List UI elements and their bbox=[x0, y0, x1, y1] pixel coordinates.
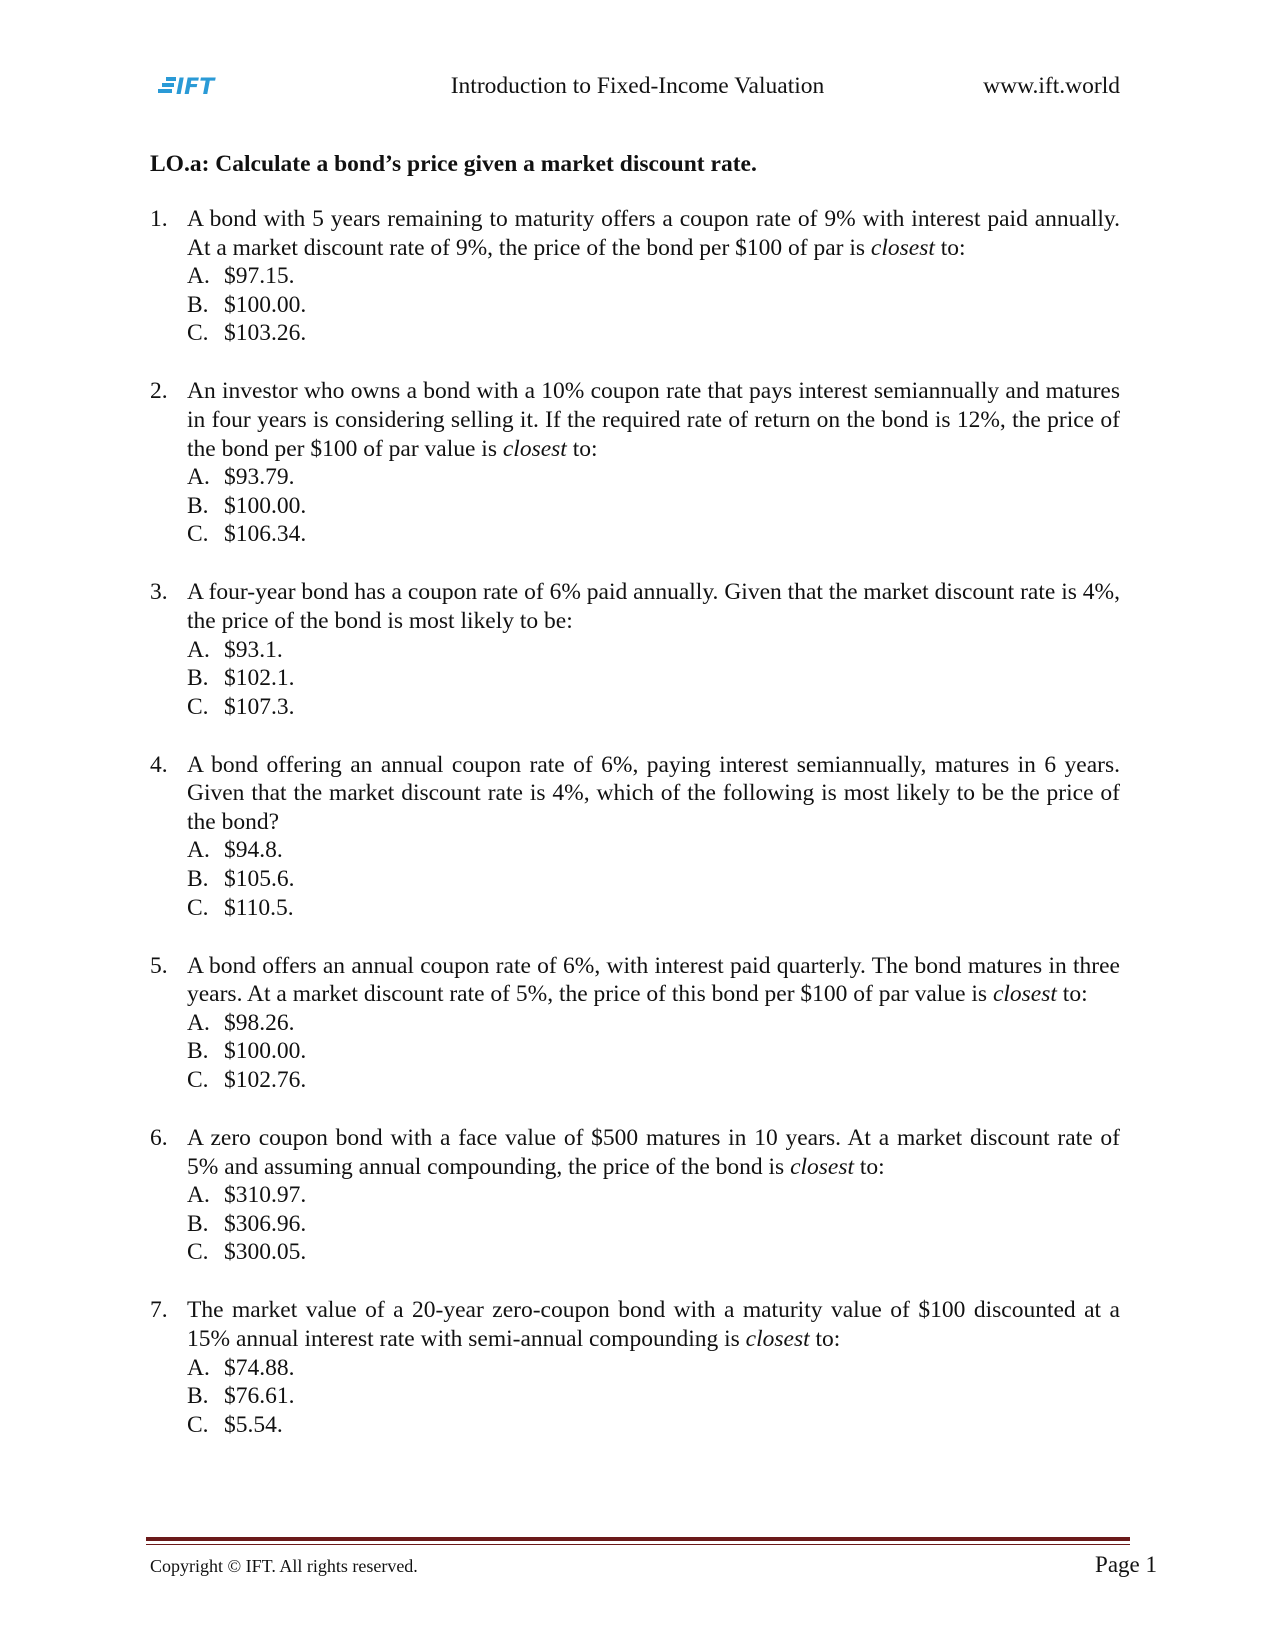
answer-option: B. $105.6. bbox=[187, 866, 295, 893]
question-number: 4. bbox=[150, 751, 168, 778]
answer-options bbox=[187, 262, 1120, 348]
svg-text:IFT: IFT bbox=[176, 75, 215, 98]
answer-option: B. $100.00. bbox=[187, 291, 307, 318]
question-6 bbox=[150, 1124, 1120, 1267]
question-1 bbox=[150, 205, 1120, 348]
answer-option: A. $93.79. bbox=[187, 464, 295, 491]
answer-options bbox=[187, 836, 1120, 922]
question-text: A four-year bond has a coupon rate of 6% paid annually. Given that the market discount rate is 4%, the price of the bond is most likely to be: bbox=[187, 579, 1120, 634]
copyright-notice: Copyright © IFT. All rights reserved. bbox=[150, 1556, 418, 1576]
answer-options bbox=[187, 1009, 1120, 1095]
question-text: A bond with 5 years remaining to maturity offers a coupon rate of 9% with interest paid annually. At a market discount rate of 9%, the price of the bond per $100 of par is closest to: bbox=[187, 206, 1120, 261]
answer-options bbox=[187, 1181, 1120, 1267]
question-number: 7. bbox=[150, 1297, 168, 1324]
answer-option: A. $97.15. bbox=[187, 263, 295, 290]
answer-option: A. $98.26. bbox=[187, 1009, 295, 1036]
question-2 bbox=[150, 377, 1120, 549]
emphasis-word: closest bbox=[502, 435, 567, 462]
question-7 bbox=[150, 1296, 1120, 1439]
answer-option: B. $100.00. bbox=[187, 492, 307, 519]
answer-option: B. $100.00. bbox=[187, 1038, 307, 1065]
emphasis-word: closest bbox=[790, 1153, 855, 1180]
answer-option: A. $74.88. bbox=[187, 1354, 295, 1381]
answer-option: A. $310.97. bbox=[187, 1182, 307, 1209]
question-text: A bond offering an annual coupon rate of 6%, paying interest semiannually, matures in 6 years. Given that the market discount rate is 4%, which of the following is most likely to be the price of the bond? bbox=[187, 751, 1120, 835]
emphasis-word: closest bbox=[992, 981, 1057, 1008]
website-label: www.ift.world bbox=[983, 73, 1120, 99]
emphasis-word: closest bbox=[870, 234, 935, 261]
learning-objective-heading: LO.a: Calculate a bond’s price given a market discount rate. bbox=[150, 151, 757, 177]
answer-option: C. $102.76. bbox=[187, 1067, 307, 1093]
question-number: 2. bbox=[150, 378, 168, 405]
footer-rule bbox=[146, 1537, 1130, 1541]
question-text: The market value of a 20-year zero-coupon bond with a maturity value of $100 discounted at a 15% annual interest rate with semi-annual compounding is closest to: bbox=[187, 1297, 1120, 1352]
question-number: 3. bbox=[150, 579, 168, 606]
question-number: 6. bbox=[150, 1124, 168, 1151]
answer-option: B. $102.1. bbox=[187, 665, 295, 692]
answer-option: C. $106.34. bbox=[187, 521, 307, 548]
answer-option: A. $93.1. bbox=[187, 636, 283, 663]
footer-rule-thin bbox=[146, 1544, 1130, 1545]
question-3 bbox=[150, 578, 1120, 721]
answer-options bbox=[187, 1354, 1120, 1440]
question-text: A zero coupon bond with a face value of $500 matures in 10 years. At a market discount rate of 5% and assuming annual compounding, the price of the bond is closest to: bbox=[187, 1124, 1120, 1180]
answer-options bbox=[187, 636, 1120, 722]
answer-option: C. $103.26. bbox=[187, 320, 307, 347]
question-4 bbox=[150, 751, 1120, 923]
page-number: Page 1 bbox=[1095, 1552, 1157, 1577]
answer-options bbox=[187, 463, 1120, 549]
answer-option: C. $110.5. bbox=[187, 894, 294, 921]
document-title: Introduction to Fixed-Income Valuation bbox=[450, 73, 825, 99]
question-number: 1. bbox=[150, 206, 168, 232]
answer-option: A. $94.8. bbox=[187, 837, 283, 864]
question-text: A bond offers an annual coupon rate of 6%, with interest paid quarterly. The bond matures in three years. At a market discount rate of 5%, the price of this bond per $100 of par value is closest to: bbox=[187, 952, 1120, 1008]
answer-option: B. $306.96. bbox=[187, 1210, 307, 1237]
answer-option: C. $300.05. bbox=[187, 1239, 307, 1266]
answer-option: B. $76.61. bbox=[187, 1383, 295, 1410]
answer-option: C. $5.54. bbox=[187, 1411, 283, 1438]
question-5 bbox=[150, 952, 1120, 1095]
question-list bbox=[150, 205, 1120, 1439]
answer-option: C. $107.3. bbox=[187, 693, 295, 720]
question-text: An investor who owns a bond with a 10% coupon rate that pays interest semiannually and matures in four years is considering selling it. If the required rate of return on the bond is 12%, the price of the bond per $100 of par value is closest to: bbox=[187, 378, 1120, 462]
emphasis-word: closest bbox=[745, 1325, 810, 1352]
question-number: 5. bbox=[150, 952, 168, 979]
